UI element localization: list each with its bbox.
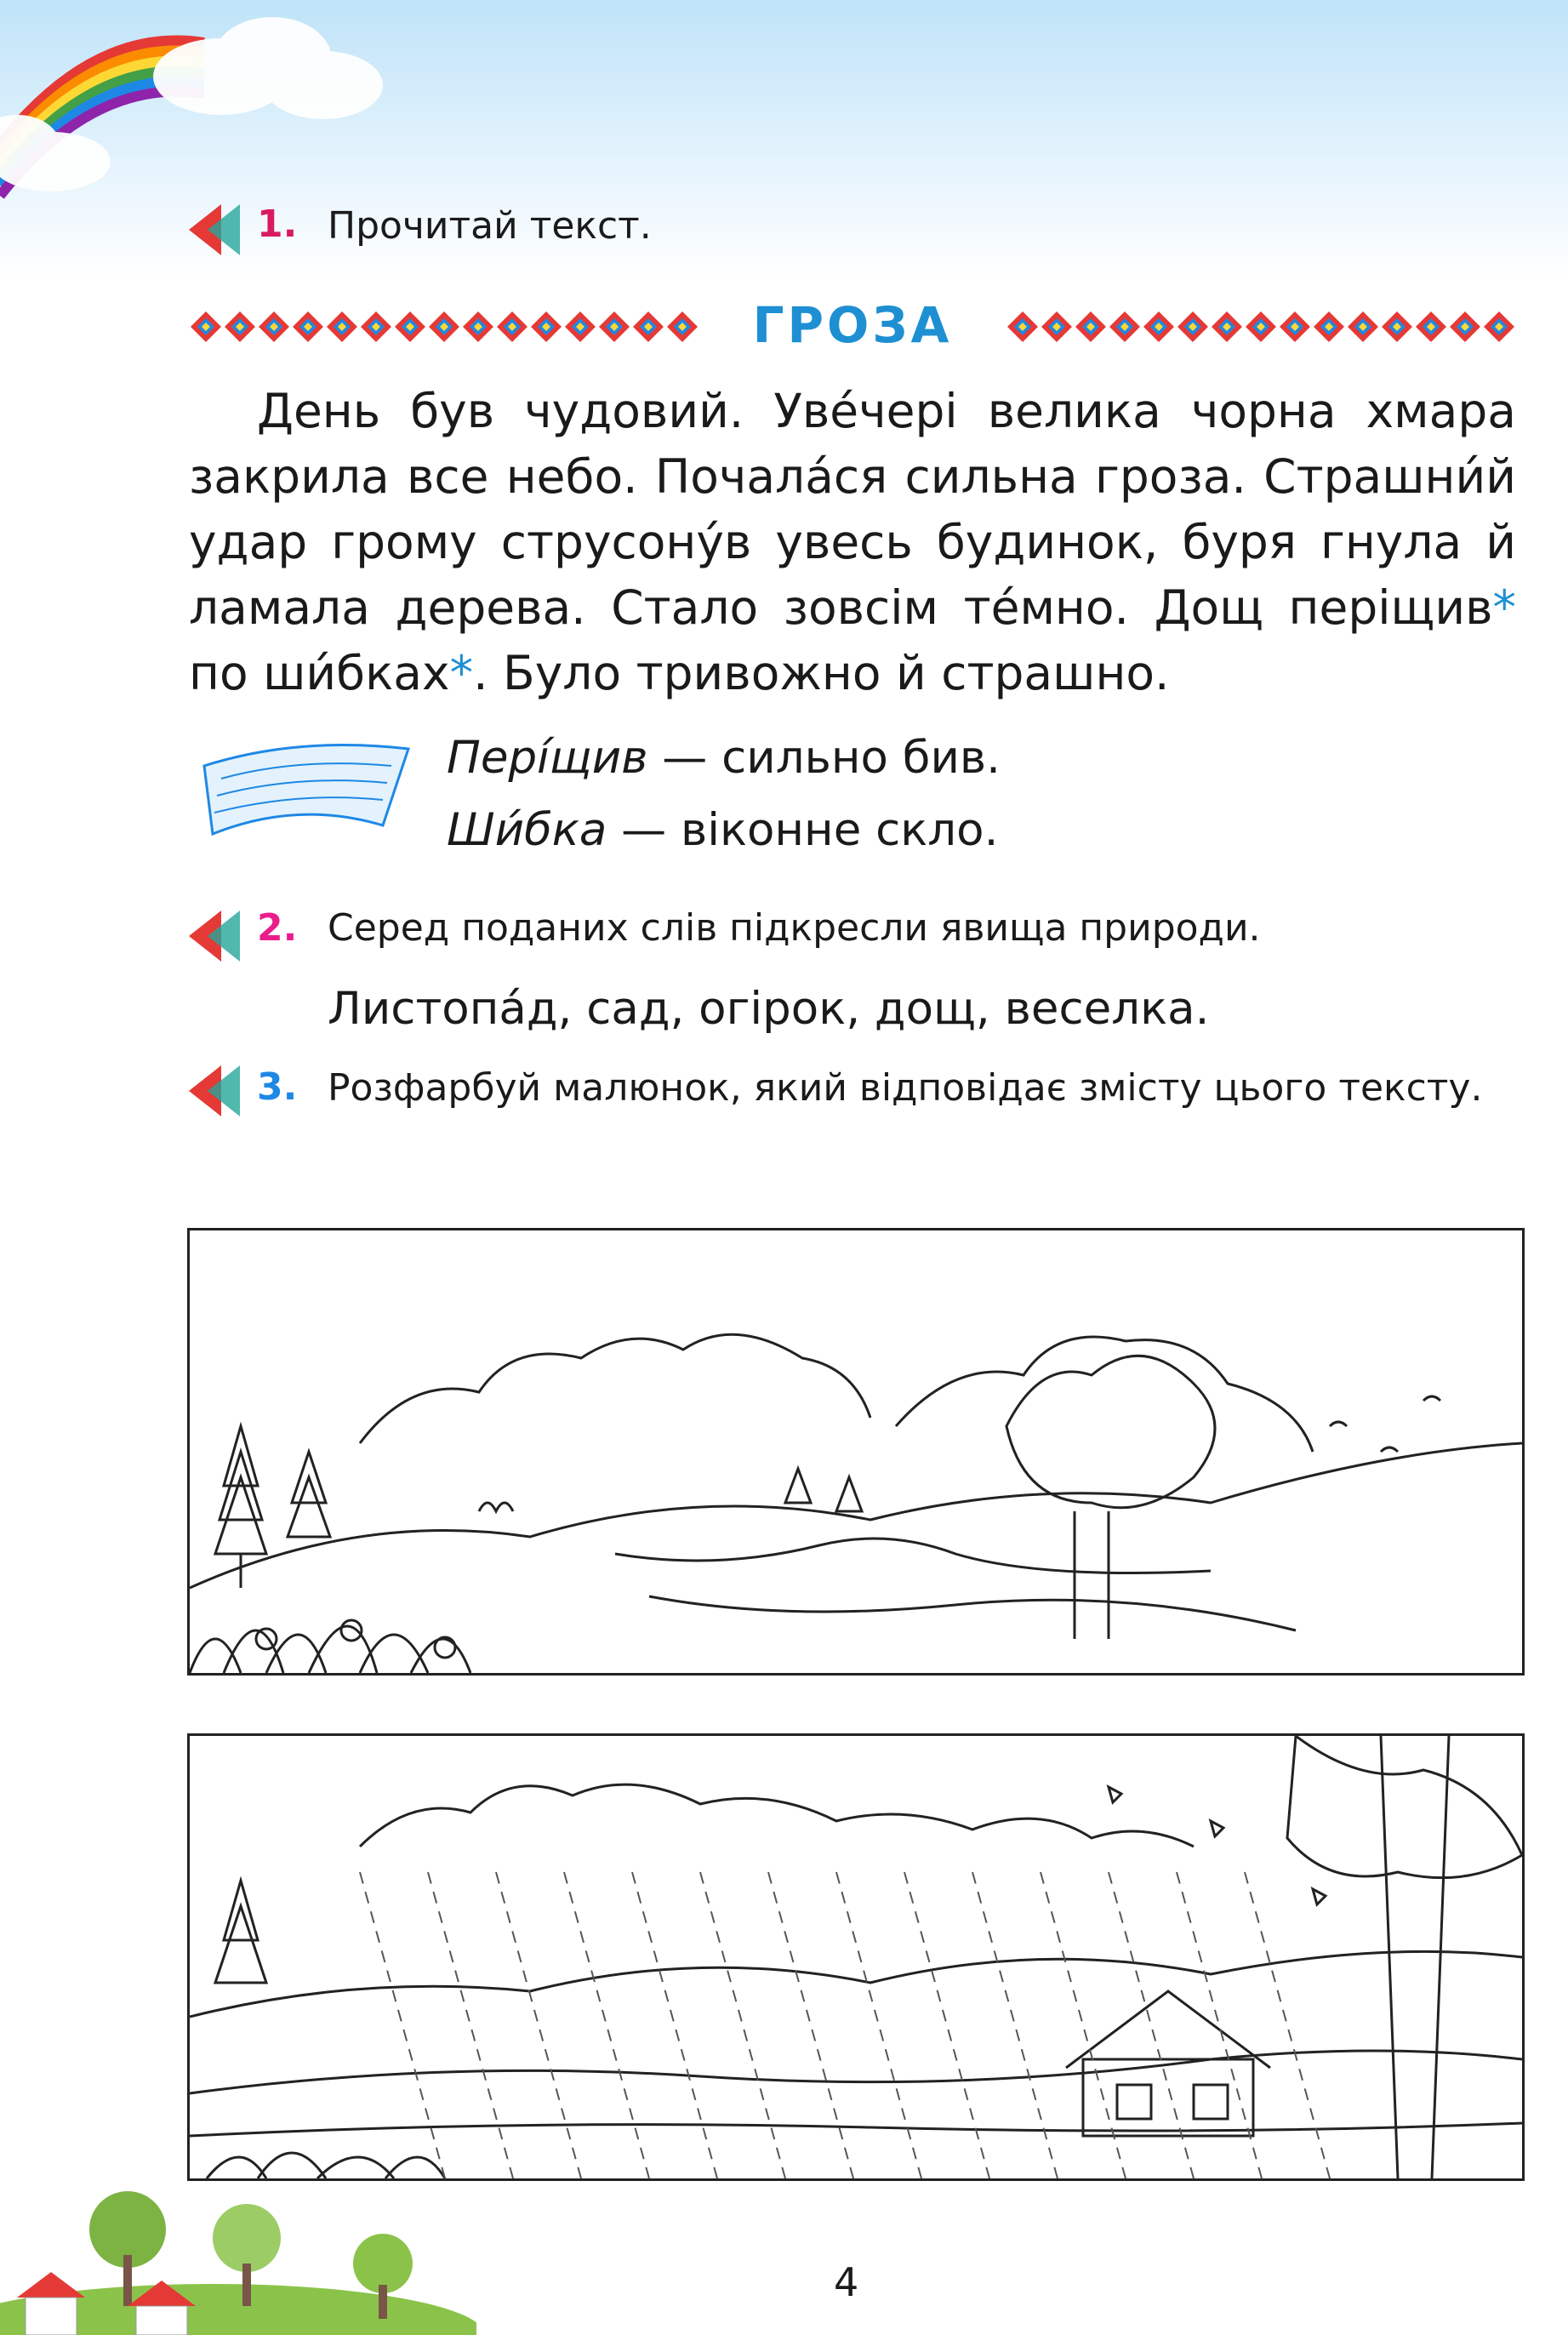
glossary-definition: — віконне скло. <box>607 804 999 856</box>
sunny-landscape-drawing <box>190 1230 1522 1673</box>
open-book-icon <box>196 732 417 842</box>
task-2-instruction: Серед поданих слів підкресли явища природи. <box>328 906 1261 950</box>
task-marker-icon <box>189 1065 240 1116</box>
text-title: ГРОЗА <box>752 296 953 354</box>
task-1-instruction: Прочитай текст. <box>328 204 652 248</box>
ornament-right-icon <box>1006 310 1516 344</box>
glossary-term: Ши́бка <box>447 804 607 856</box>
glossary-entry <box>447 804 998 856</box>
text-title-row <box>189 296 1516 356</box>
task-1-number: 1. <box>257 203 298 246</box>
task-3-instruction: Розфарбуй малюнок, який відповідає змісту цього тексту. <box>328 1066 1483 1110</box>
glossary-entry <box>447 732 1001 784</box>
task-marker-icon <box>189 204 240 255</box>
task-2-number: 2. <box>257 906 298 950</box>
glossary-term: Пері́щив <box>447 732 648 784</box>
task-marker-icon <box>189 911 240 962</box>
word-list[interactable]: Листопа́д, сад, огірок, дощ, веселка. <box>328 983 1210 1035</box>
village-trees-decoration <box>0 2178 476 2335</box>
task-3-number: 3. <box>257 1065 298 1109</box>
glossary-definition: — сильно бив. <box>647 732 1001 784</box>
storm-landscape-drawing <box>190 1736 1522 2178</box>
story-paragraph <box>189 379 1516 706</box>
story-text: День був чудовий. Уве́чері велика чорна хмара закрила все небо. Почала́ся сильна гроза. Страшни́й удар грому струсону́в увесь будинок, буря гнула й ламала дерева. Стало зовсім те́мно. Дощ періщив* по ши́бках*. Було тривожно й страшно. <box>189 384 1516 700</box>
picture-sunny-landscape[interactable] <box>187 1228 1525 1676</box>
page-number: 4 <box>834 2259 859 2305</box>
picture-storm-landscape[interactable] <box>187 1733 1525 2181</box>
